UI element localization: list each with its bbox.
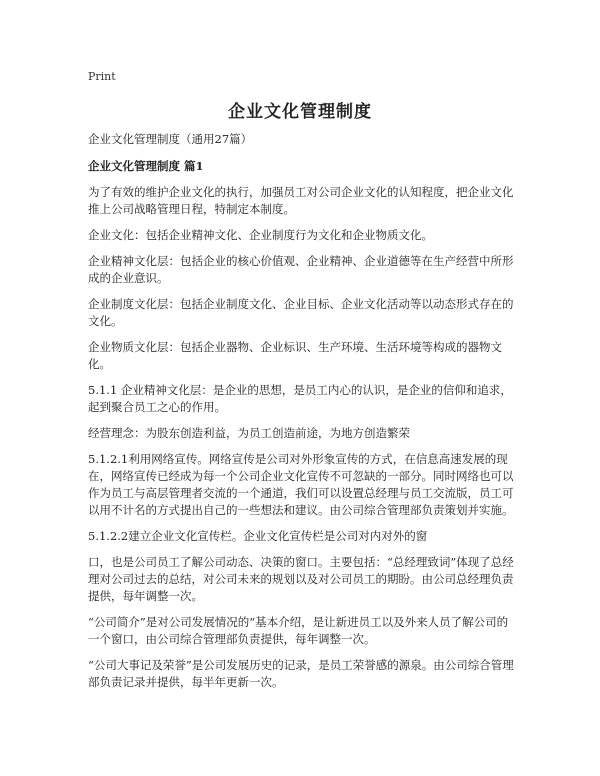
section-heading: 企业文化管理制度 篇1 xyxy=(88,159,204,173)
paragraph: 企业精神文化层：包括企业的核心价值观、企业精神、企业道德等在生产经营中所形成的企业意识。 xyxy=(88,254,514,285)
paragraph: 企业文化：包括企业精神文化、企业制度行为文化和企业物质文化。 xyxy=(88,228,433,242)
paragraph: “公司简介”是对公司发展情况的“基本介绍，是让新进员工以及外来人员了解公司的一个窗口，由公司综合管理部负责提供，每年调整一次。 xyxy=(88,615,509,646)
document-subtitle: 企业文化管理制度（通用27篇） xyxy=(88,132,253,146)
paragraph: 经营理念：为股东创造利益，为员工创造前途，为地方创造繁荣 xyxy=(88,426,410,440)
print-link[interactable]: Print xyxy=(88,70,116,83)
document-body xyxy=(88,131,514,700)
paragraph: 5.1.2.1利用网络宣传。网络宣传是公司对外形象宣传的方式，在信息高速发展的现在，网络宣传已经成为每一个公司企业文化宣传不可忽缺的一部分。同时网络也可以作为员工与高层管理者交流的一个通道，我们可以设置总经理与员工交流版，员工可以用不计名的方式提出自己的一些想法和建议。由公司综合管理部负责策划并实施。 xyxy=(88,452,514,517)
paragraph: 5.1.1 企业精神文化层：是企业的思想，是员工内心的认识，是企业的信仰和追求，起到聚合员工之心的作用。 xyxy=(88,383,512,414)
paragraph: 企业制度文化层：包括企业制度文化、企业目标、企业文化活动等以动态形式存在的文化。 xyxy=(88,297,514,328)
paragraph: 企业物质文化层：包括企业器物、企业标识、生产环境、生活环境等构成的器物文化。 xyxy=(88,340,502,371)
paragraph: 口，也是公司员工了解公司动态、决策的窗口。主要包括：“总经理致词”体现了总经理对公司过去的总结，对公司未来的规划以及对公司员工的期盼。由公司总经理负责提供，每年调整一次。 xyxy=(88,555,514,603)
page-title: 企业文化管理制度 xyxy=(228,102,372,122)
paragraph: 为了有效的维护企业文化的执行，加强员工对公司企业文化的认知程度，把企业文化推上公司战略管理日程，特制定本制度。 xyxy=(88,185,514,216)
paragraph: “公司大事记及荣誉”是公司发展历史的记录，是员工荣誉感的源泉。由公司综合管理部负责记录并提供，每半年更新一次。 xyxy=(88,658,514,689)
paragraph: 5.1.2.2建立企业文化宣传栏。企业文化宣传栏是公司对内对外的窗 xyxy=(88,529,428,543)
